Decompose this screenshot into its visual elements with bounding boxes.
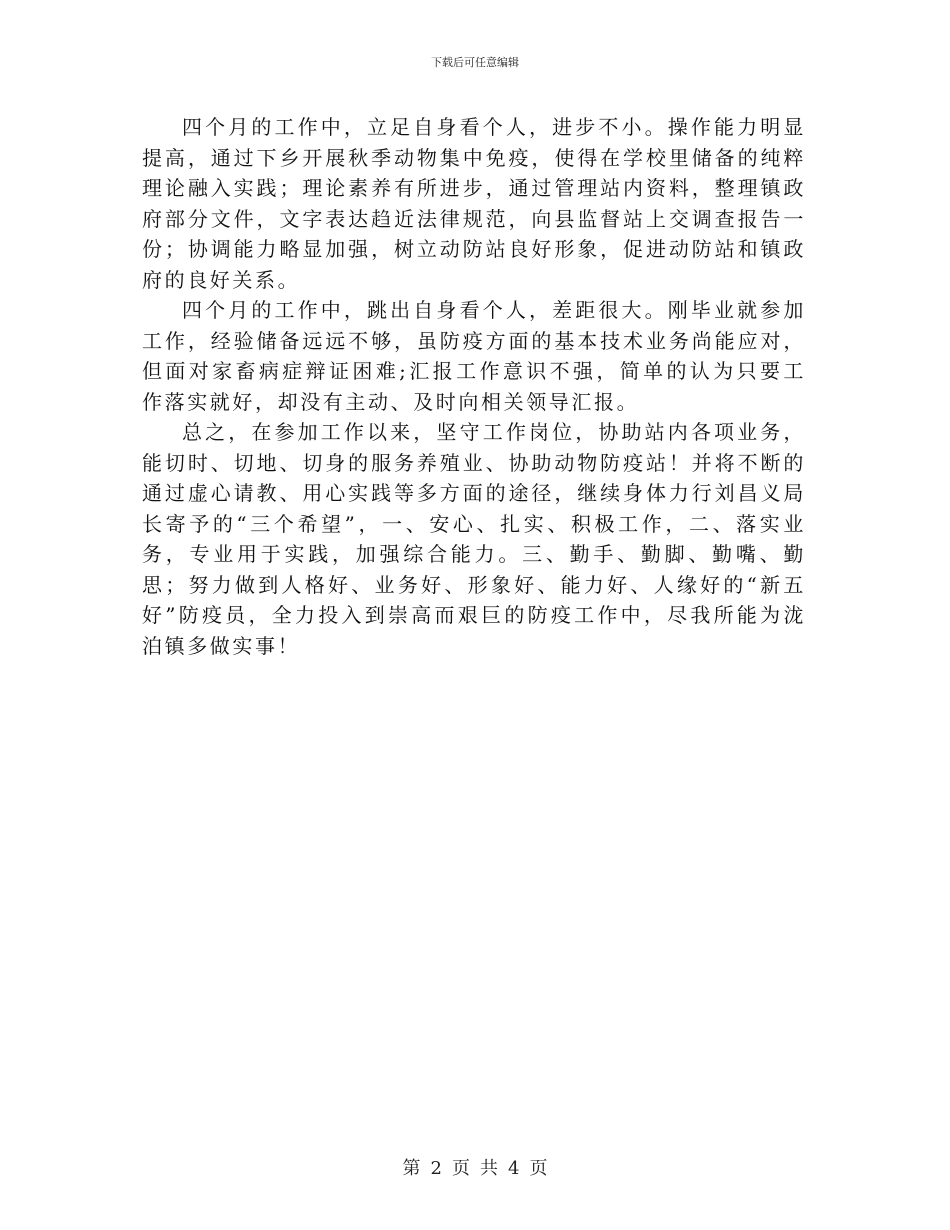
page-footer [0, 1154, 950, 1180]
footer-page-unit: 页 [452, 1158, 470, 1179]
footer-total-unit: 页 [529, 1158, 548, 1179]
paragraph-progress: 四个月的工作中，立足自身看个人，进步不小。操作能力明显提高，通过下乡开展秋季动物集中免疫，使得在学校里储备的纯粹理论融入实践；理论素养有所进步，通过管理站内资料，整理镇政府部分文件，文字表达趋近法律规范，向县监督站上交调查报告一份；协调能力略显加强，树立动防站良好形象，促进动防站和镇政府的良好关系。 [142, 115, 806, 292]
document-body [142, 112, 806, 661]
paragraph-gaps: 四个月的工作中，跳出自身看个人，差距很大。刚毕业就参加工作，经验储备远远不够，虽防疫方面的基本技术业务尚能应对，但面对家畜病症辩证困难;汇报工作意识不强，简单的认为只要工作落实就好，却没有主动、及时向相关领导汇报。 [142, 298, 806, 414]
footer-prefix: 第 [402, 1158, 421, 1179]
current-page-number: 2 [430, 1158, 442, 1179]
page-header: 下载后可任意编辑 [431, 56, 519, 69]
footer-total-prefix: 共 [480, 1158, 498, 1179]
paragraph-summary: 总之，在参加工作以来，坚守工作岗位，协助站内各项业务，能切时、切地、切身的服务养殖业、协助动物防疫站！并将不断的通过虚心请教、用心实践等多方面的途径，继续身体力行刘昌义局长寄予的“三个希望”，一、安心、扎实、积极工作，二、落实业务，专业用于实践，加强综合能力。三、勤手、勤脚、勤嘴、勤思；努力做到人格好、业务好、形象好、能力好、人缘好的“新五好”防疫员，全力投入到崇高而艰巨的防疫工作中，尽我所能为泷泊镇多做实事！ [142, 420, 806, 658]
total-pages-number: 4 [508, 1158, 520, 1179]
